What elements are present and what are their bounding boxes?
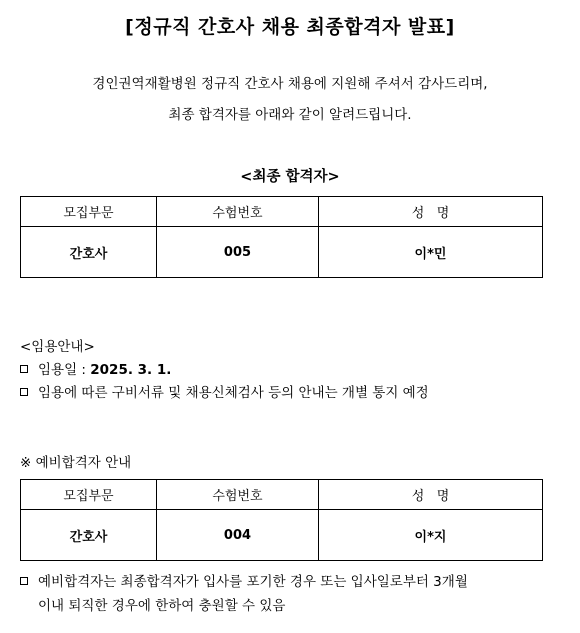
- cell-name: 이*민: [319, 227, 543, 278]
- reserve-note-line-2: 이내 퇴직한 경우에 한하여 충원할 수 있음: [38, 598, 286, 614]
- final-candidates-table: [20, 196, 543, 278]
- square-bullet-icon: [20, 365, 28, 373]
- header-department: 모집부문: [21, 480, 157, 510]
- cell-exam-number: 004: [157, 510, 319, 561]
- square-bullet-icon: [20, 577, 28, 585]
- cell-department: 간호사: [21, 510, 157, 561]
- header-exam-number: 수험번호: [157, 197, 319, 227]
- header-name: 성 명: [319, 480, 543, 510]
- header-name: 성 명: [319, 197, 543, 227]
- final-candidates-heading: <최종 합격자>: [240, 169, 340, 185]
- appointment-note-line: [20, 381, 429, 401]
- appointment-heading: <임용안내>: [20, 339, 95, 355]
- appointment-date-label: 임용일 :: [38, 362, 91, 378]
- reserve-candidates-table: [20, 479, 543, 561]
- square-bullet-icon: [20, 388, 28, 396]
- reserve-heading: ※ 예비합격자 안내: [20, 455, 132, 471]
- appointment-date-line: [20, 358, 171, 378]
- table-header-row: [21, 197, 543, 227]
- header-exam-number: 수험번호: [157, 480, 319, 510]
- header-department: 모집부문: [21, 197, 157, 227]
- page-title: [정규직 간호사 채용 최종합격자 발표]: [125, 16, 455, 38]
- table-header-row: [21, 480, 543, 510]
- cell-name: 이*지: [319, 510, 543, 561]
- appointment-date-value: 2025. 3. 1.: [90, 362, 172, 378]
- appointment-note: 임용에 따른 구비서류 및 채용신체검사 등의 안내는 개별 통지 예정: [38, 385, 429, 401]
- table-row: [21, 510, 543, 561]
- cell-exam-number: 005: [157, 227, 319, 278]
- reserve-note-1: 예비합격자는 최종합격자가 입사를 포기한 경우 또는 입사일로부터 3개월: [38, 574, 468, 590]
- cell-department: 간호사: [21, 227, 157, 278]
- intro-line-1: 경인권역재활병원 정규직 간호사 채용에 지원해 주셔서 감사드리며,: [92, 76, 488, 92]
- table-row: [21, 227, 543, 278]
- reserve-note-line-1: [20, 570, 468, 590]
- intro-line-2: 최종 합격자를 아래와 같이 알려드립니다.: [168, 107, 412, 123]
